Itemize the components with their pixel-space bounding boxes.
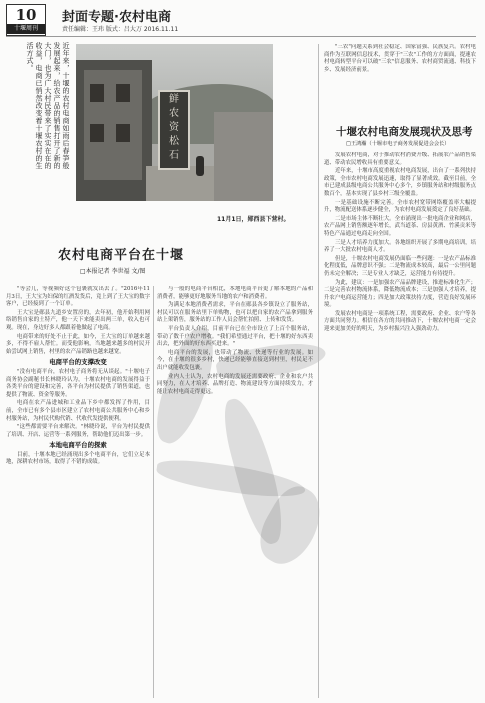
- photo-caption: 11月1日，郧西县下营村。: [217, 216, 290, 223]
- masthead-rule: [6, 36, 476, 37]
- article-column-2: [157, 286, 313, 698]
- column-divider: [153, 286, 154, 698]
- paragraph: 电商带来的好处不止于此，如今，王大宝的订单越来越多，不得不雇人帮忙。而受他影响，当地越来越多的村民开始尝试网上销售，村里的农产品销路也越来越宽。: [6, 333, 150, 355]
- street-photo: [76, 44, 273, 201]
- subheading: 本地电商平台的探索: [49, 441, 107, 450]
- intro-vertical-text: 近年来，十堰的农村电商如雨后春笋般发展起来，给农产品的销售打开了新的大门，也为广大村民带来了实实在在的收益，电商已悄然改变着十堰农村的生活方式。: [26, 42, 70, 170]
- main-byline: □本报记者 李世福 文/图: [80, 268, 146, 275]
- subheading: 电商平台的支撑改变: [49, 358, 107, 367]
- editor-meta: 责任编辑：王玮 版式：吕大万 2016.11.11: [62, 26, 179, 33]
- article-column-3: [324, 152, 476, 698]
- right-headline: 十堰农村电商发展现状及思考: [336, 126, 473, 138]
- paragraph: 为此，建议：一是加强农产品品牌建设，推进标准化生产；二是完善农村物流体系，降低物流成本；三是加强人才培养，提升农户电商运营能力；四是加大政策扶持力度，营造良好发展环境。: [324, 279, 476, 309]
- paragraph: 为满足本地消费者需求，平台在郧县各乡镇设立了服务站，村民可以在服务站里下单购物，也可以把自家的农产品拿到服务站上架销售，服务站的工作人员会帮忙拍照、上传和发货。: [157, 302, 313, 324]
- article-column-1: [6, 286, 150, 698]
- paragraph: "等会儿，等视频好这个包裹就发出去了。"2016年11月3日，王大宝为妇保的红酒发货后，竟上到了王大宝的数字客户，已经接到了一个订单。: [6, 286, 150, 308]
- paragraph: 发展农村电商是一项系统工程，需要政府、企业、农户等各方面共同努力。相信在各方的共同推动下，十堰农村电商一定会迎来更加美好的明天，为乡村振兴注入强劲动力。: [324, 310, 476, 333]
- paragraph: "这些都需要平台来解决。"林晓玲说，平台为村民提供了培训、开店、运营等一系列服务，帮助他们迈出第一步。: [6, 424, 150, 438]
- shop-sign: 鲜 农 资 松 石: [158, 90, 190, 170]
- column-divider: [318, 44, 319, 698]
- right-intro: [324, 44, 476, 116]
- paragraph: 目前，十堰本地已经涌现出多个电商平台，它们立足本地，深耕农村市场，取得了不错的成绩。: [6, 451, 150, 466]
- paragraph: 平台负责人介绍，目前平台已在全市设立了上百个服务站，带动了数千户农户增收。"我们希望通过平台，把十堰的好东西卖出去，把外面的好东西买进来。": [157, 325, 313, 348]
- right-byline: □王鸿瀚（十堰市电子商务发展促进会会长）: [346, 141, 450, 147]
- paragraph: 一是基础设施不断完善。全市农村宽带网络覆盖率大幅提升，物流配送体系逐步健全，为农村电商发展奠定了良好基础。: [324, 199, 476, 214]
- paragraph: 与一般的电商平台相比，本地电商平台更了解本地的产品和消费者，能够更好地服务当地的农户和消费者。: [157, 286, 313, 300]
- paragraph: 电商平台的发展，也带动了物流、快递等行业的发展。如今，在十堰的很多乡村，快递已经能够直接送到村里，村民足不出户就能收发包裹。: [157, 349, 313, 371]
- paragraph: 但是，十堰农村电商发展仍面临一些问题：一是农产品标准化程度低，品牌意识不强；二是物流成本较高，最后一公里问题仍未完全解决；三是专业人才缺乏，运营能力有待提升。: [324, 255, 476, 277]
- paragraph: 王大宝是郧县九道乡安置房的，去年初，他开始利用网络销售自家的土特产，他一天下来能卖出两三单，收入也可观。现在，身边好多人都跟着他做起了电商。: [6, 309, 150, 331]
- paragraph: "三农"问题关系到社会稳定、国家富强、民族复兴。农村电商作为互联网信息技术，贯穿于"三农"工作的方方面面，提速农村电商转型平台可以破"三农"信息服务、农村商贸流通、科技下乡、发展经济前景。: [324, 44, 476, 73]
- paragraph: "没有电商平台，农村电子商务将无从谈起。"十堰电子商务协会副秘书长林晓玲认为，十堰农村电商的发展得益于各类平台的建设和完善，各平台为村民提供了销售渠道，也提供了物流、资金等服务。: [6, 368, 150, 398]
- page-number: 10: [15, 6, 37, 24]
- section-title: 封面专题·农村电商: [62, 10, 171, 25]
- paragraph: 二是市场主体不断壮大。全市涌现出一批电商企业和网店，农产品网上销售额逐年增长，武当道茶、房县黄酒、竹溪贡米等特色产品通过电商走向全国。: [324, 215, 476, 237]
- paragraph: 三是人才培养力度加大。各地组织开展了多期电商培训，培养了一大批农村电商人才。: [324, 239, 476, 254]
- paragraph: 近年来，十堰市高度重视农村电商发展，出台了一系列扶持政策，全市农村电商发展迅速，取得了显著成效。截至目前，全市已建成县级电商公共服务中心多个，乡镇服务站和村级服务点数百个，基本实现了县乡村三级全覆盖。: [324, 168, 476, 197]
- paragraph: 发展农村电商，对于推动农村消费升级、拓展农产品销售渠道、带动农民增收具有重要意义。: [324, 152, 476, 166]
- main-headline: 农村电商平台在十堰: [58, 248, 185, 263]
- section-label: 十堰周刊: [7, 24, 45, 34]
- paragraph: 电商在农产品进城和工业品下乡中都发挥了作用，目前，全市已有多个县市区建立了农村电商公共服务中心和乡村服务站，为村民代购代销、代收代发提供便利。: [6, 400, 150, 422]
- page-number-box: [6, 4, 46, 36]
- paragraph: 业内人士认为，农村电商的发展还需要政府、企业和农户共同努力，在人才培养、品牌打造、物流建设等方面持续发力，才能让农村电商走得更远。: [157, 373, 313, 395]
